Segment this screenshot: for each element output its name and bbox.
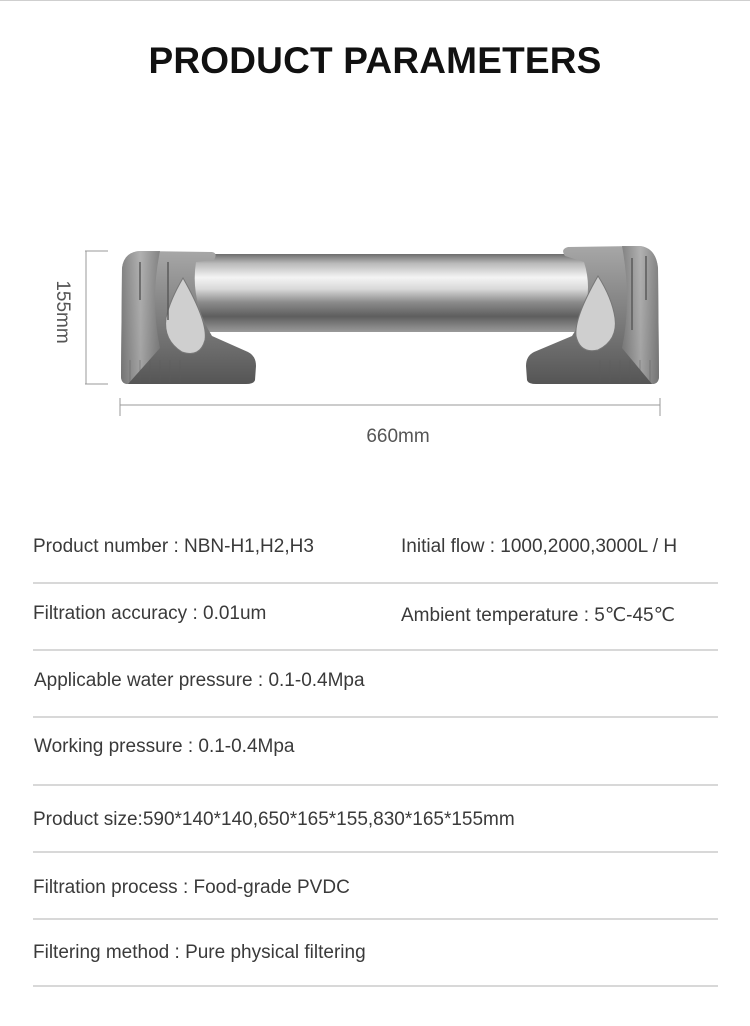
width-dimension-label: 660mm — [366, 426, 430, 447]
spec-product-size: Product size:590*140*140,650*165*155,830*165*155mm — [33, 809, 515, 830]
spec-filtration-process: Filtration process : Food-grade PVDC — [33, 877, 350, 898]
spec-water-pressure: Applicable water pressure : 0.1-0.4Mpa — [34, 670, 365, 691]
spec-working-pressure: Working pressure : 0.1-0.4Mpa — [34, 736, 295, 757]
spec-filtering-method: Filtering method : Pure physical filtering — [33, 942, 366, 963]
row-divider — [33, 918, 718, 920]
spec-ambient-temperature: Ambient temperature : 5℃-45℃ — [401, 605, 675, 626]
top-divider — [0, 0, 750, 1]
spec-product-number: Product number : NBN-H1,H2,H3 — [33, 536, 314, 557]
row-divider — [33, 851, 718, 853]
page-title: PRODUCT PARAMETERS — [148, 40, 602, 81]
row-divider — [33, 985, 718, 987]
row-divider — [33, 716, 718, 718]
row-divider — [33, 582, 718, 584]
row-divider — [33, 649, 718, 651]
spec-initial-flow: Initial flow : 1000,2000,3000L / H — [401, 536, 678, 557]
height-dimension-label: 155mm — [52, 280, 73, 344]
spec-filtration-accuracy: Filtration accuracy : 0.01um — [33, 603, 267, 624]
row-divider — [33, 784, 718, 786]
